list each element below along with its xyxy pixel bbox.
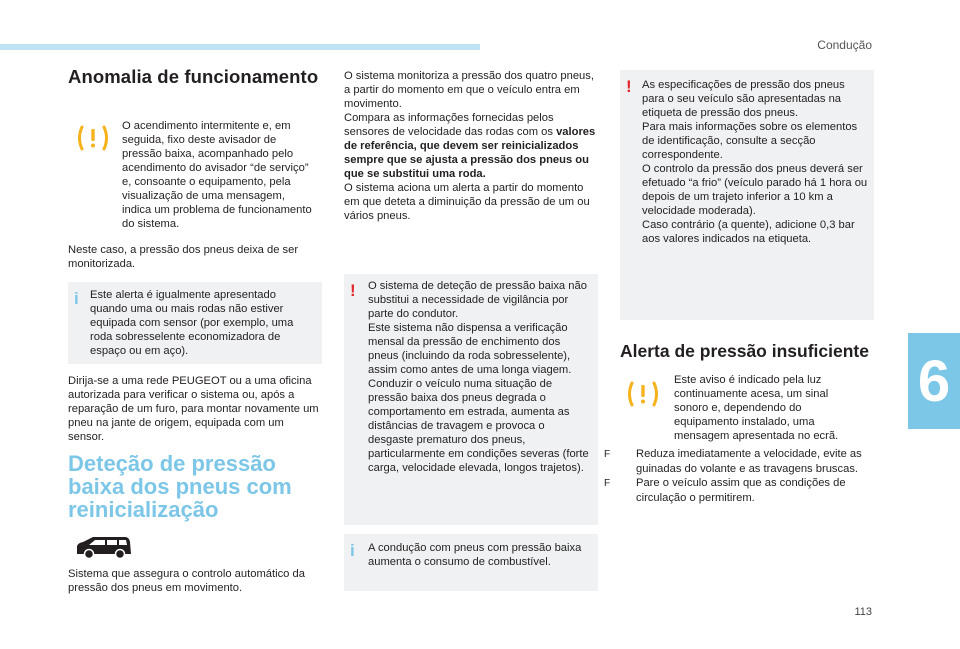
warning-box-specifications-text: As especificações de pressão dos pneus para o seu veículo são apresentadas na etiqueta de pressão dos pneus. Para mais informações sobre os elementos de identificação, consulte a secção correspondente. O controlo da pressão dos pneus deverá ser efetuado “a frio” (veículo parado há 1 hora ou depois de um trajeto inferior a 10 km a velocidade moderada). Caso contrário (a quente), adicione 0,3 bar aos valores indicados na etiqueta. (642, 79, 868, 245)
info-marker-icon: i (74, 289, 79, 308)
top-accent-bar (0, 44, 480, 50)
chapter-title: Condução (817, 38, 872, 52)
info-box-consumption (344, 534, 598, 591)
monitoring-p1: O sistema monitoriza a pressão dos quatro pneus, a partir do momento em que o veículo entra em movimento. (344, 70, 594, 110)
section-heading-malfunction: Anomalia de funcionamento (68, 66, 319, 87)
bullet-glyph: F (604, 449, 611, 460)
page-number: 113 (854, 606, 872, 618)
warning-marker-icon: ! (626, 77, 632, 96)
malfunction-icon-text: O acendimento intermitente e, em seguida, fixo deste avisador de pressão baixa, acompanhado pelo acendimento do avisador “de serviço” e, consoante o equipamento, pela visualização de uma mensagem, indica um problema de funcionamento do sistema. (122, 120, 312, 230)
warning-box-vigilance (344, 274, 598, 525)
tyre-pressure-warning-icon (75, 124, 111, 152)
info-box-sensor (68, 282, 322, 364)
malfunction-after-text: Neste caso, a pressão dos pneus deixa de ser monitorizada. (68, 244, 299, 270)
warning-box-specifications (620, 70, 874, 320)
info-box-consumption-text: A condução com pneus com pressão baixa aumenta o consumo de combustível. (368, 542, 582, 568)
section-heading-insufficient-pressure: Alerta de pressão insuficiente (620, 341, 869, 361)
warning-box-vigilance-text: O sistema de deteção de pressão baixa não substitui a necessidade de vigilância por parte do condutor. Este sistema não dispensa a verificação mensal da pressão de enchimento dos pneus (incluindo da roda sobresselente), assim como antes de uma longa viagem. Conduzir o veículo numa situação de pressão baixa dos pneus degrada o comportamento em estrada, aumenta as distâncias de travagem e provoca o desgaste prematuro dos pneus, particularmente em condições severas (forte carga, velocidade elevada, longos trajetos). (368, 280, 589, 474)
action-bullet-list (604, 447, 870, 505)
monitoring-p3: O sistema aciona um alerta a partir do momento em que deteta a diminuição da pressão de um ou vários pneus. (344, 182, 590, 222)
info-box-sensor-text: Este alerta é igualmente apresentado quando uma ou mais rodas não estiver equipada com sensor (por exemplo, uma roda sobresselente economizadora de espaço ou em aço). (90, 289, 294, 357)
info-marker-icon: i (350, 541, 355, 560)
vehicle-icon (75, 534, 133, 560)
warning-marker-icon: ! (350, 281, 356, 300)
monitoring-p2: Compara as informações fornecidas pelos sensores de velocidade das rodas com os (344, 112, 554, 138)
chapter-number-tab: 6 (908, 333, 960, 429)
bullet-glyph: F (604, 478, 611, 489)
dealer-paragraph: Dirija-se a uma rede PEUGEOT ou a uma oficina autorizada para verificar o sistema ou, após a reparação de um furo, para montar novamente um pneu na jante de origem, equipada com um sensor. (68, 375, 319, 443)
detection-bottom-text: Sistema que assegura o controlo automático da pressão dos pneus em movimento. (68, 568, 305, 594)
action-bullet-item: F Pare o veículo assim que as condições de circulação o permitirem. (604, 477, 846, 504)
insufficient-pressure-icon-text: Este aviso é indicado pela luz continuamente acesa, um sinal sonoro e, dependendo do equipamento instalado, uma mensagem apresentada no ecrã. (674, 374, 839, 442)
monitoring-p2-bold: valores de referência, que devem ser reinicializados sempre que se ajusta a pressão dos pneus ou que se substitui uma roda. (344, 126, 596, 180)
section-heading-detection: Deteção de pressão baixa dos pneus com reinicialização (68, 451, 292, 522)
action-bullet-item: F Reduza imediatamente a velocidade, evite as guinadas do volante e as travagens bruscas. (604, 448, 862, 475)
monitoring-text-block (344, 69, 598, 223)
tyre-pressure-warning-icon (625, 380, 661, 408)
